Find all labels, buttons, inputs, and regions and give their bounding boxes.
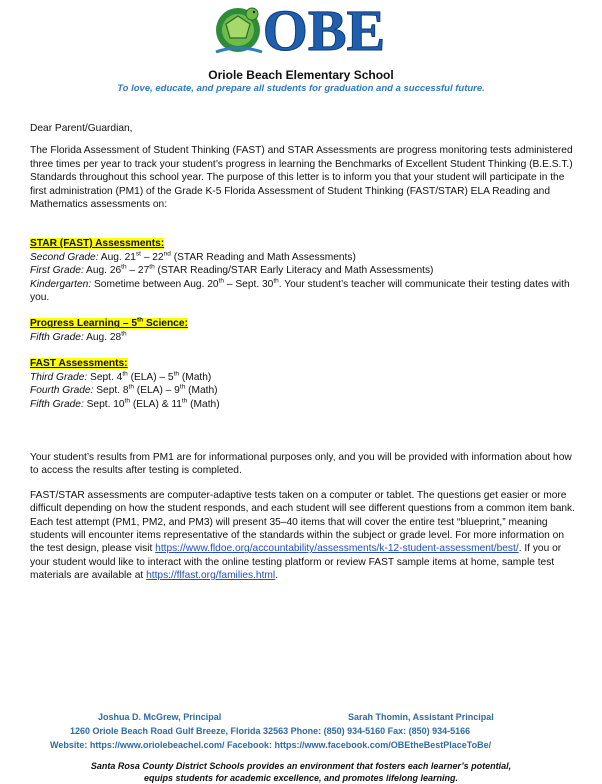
district-tagline: Santa Rosa County District Schools provides an environment that fosters each learner’s potential, equips students for academic excellence, and promotes lifelong learning. xyxy=(90,761,512,783)
turtle-icon xyxy=(216,8,262,52)
fast-heading: FAST Assessments: xyxy=(30,358,128,370)
results-paragraph: Your student’s results from PM1 are for informational purposes only, and you will be provided with information about how to access the results after testing is completed. xyxy=(30,451,572,477)
school-name: Oriole Beach Elementary School xyxy=(208,68,394,82)
school-web: Website: https://www.oriolebeachel.com/ Facebook: https://www.facebook.com/OBEtheBestPlaceToBe/ xyxy=(50,740,492,750)
fast-fourth-grade: Fourth Grade: Sept. 8th (ELA) – 9th (Math) xyxy=(30,383,218,397)
fast-section xyxy=(30,357,575,411)
cat-paragraph: FAST/STAR assessments are computer-adaptive tests taken on a computer or tablet. The questions get easier or more difficult depending on how the student responds, and each student will see different questions from a common item bank. Each test attempt (PM1, PM2, and PM3) will present 35–40 items that will cover the entire test “blueprint,” meaning students will encounter items representative of the standards within the subject or grade level. For more information on the test design, please visit https://www.fldoe.org/accountability/assessments/k-12-student-assessment/best/. If you or your student would like to interact with the online testing platform or review FAST sample items at home, sample test materials are available at https://flfast.org/families.html. xyxy=(30,489,575,582)
fast-fifth-grade: Fifth Grade: Sept. 10th (ELA) & 11th (Math) xyxy=(30,397,220,410)
school-motto: To love, educate, and prepare all students for graduation and a successful future. xyxy=(117,83,485,94)
progress-learning-section xyxy=(30,317,575,344)
star-section xyxy=(30,237,575,304)
intro-paragraph: The Florida Assessment of Student Thinking (FAST) and STAR Assessments are progress monitoring tests administered three times per year to track your student’s progress in learning the Benchmarks of Excellent Student Thinking (B.E.S.T.) Standards throughout this school year. The purpose of this letter is to inform you that your student will participate in the first administration (PM1) of the Grade K-5 Florida Assessment of Student Thinking (FAST/STAR) ELA Reading and Mathematics assessments on: xyxy=(30,145,573,211)
star-kindergarten: Kindergarten: Sometime between Aug. 20th – Sept. 30th. Your student’s teacher will communicate their testing dates with you. xyxy=(30,277,570,304)
flfast-link[interactable]: https://flfast.org/families.html xyxy=(146,570,276,582)
fast-third-grade: Third Grade: Sept. 4th (ELA) – 5th (Math) xyxy=(30,370,212,383)
school-logo xyxy=(212,0,390,58)
school-address: 1260 Oriole Beach Road Gulf Breeze, Florida 32563 Phone: (850) 934-5160 Fax: (850) 934-5166 xyxy=(70,726,471,736)
letter-body xyxy=(30,122,575,583)
greeting: Dear Parent/Guardian, xyxy=(30,123,133,134)
principal-name: Joshua D. McGrew, Principal xyxy=(98,712,222,722)
pl-fifth-grade: Fifth Grade: Aug. 28th xyxy=(30,330,127,343)
logo-text: OBE xyxy=(262,0,386,58)
fldoe-link[interactable]: https://www.fldoe.org/accountability/assessments/k-12-student-assessment/best/ xyxy=(155,543,519,555)
star-heading: STAR (FAST) Assessments: xyxy=(30,238,165,250)
progress-learning-heading: Progress Learning – 5th Science: xyxy=(30,317,188,330)
star-second-grade: Second Grade: Aug. 21st – 22nd (STAR Reading and Math Assessments) xyxy=(30,250,356,263)
star-first-grade: First Grade: Aug. 26th – 27th (STAR Reading/STAR Early Literacy and Math Assessments) xyxy=(30,263,434,277)
assistant-principal-name: Sarah Thomin, Assistant Principal xyxy=(348,712,494,722)
